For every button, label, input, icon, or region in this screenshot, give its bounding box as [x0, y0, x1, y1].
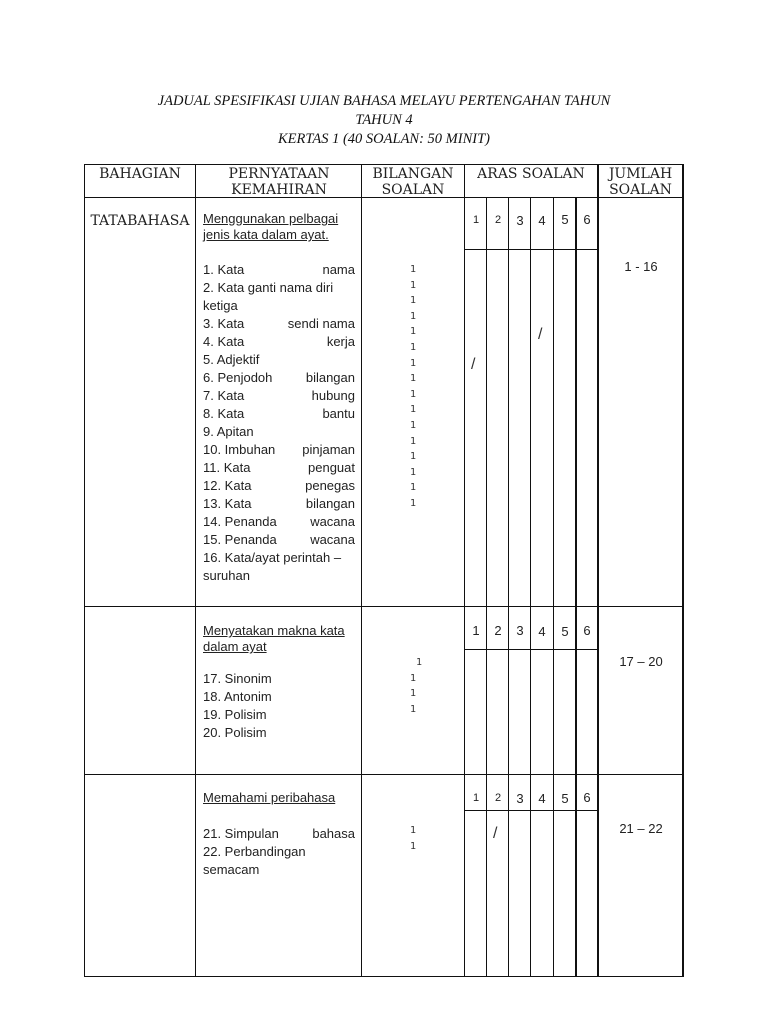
header-jumlah — [599, 166, 682, 198]
question-count: 1 — [409, 279, 417, 291]
table-top-border — [84, 164, 684, 165]
level-4: 4 — [538, 791, 546, 806]
skill-item-label-end: bilangan — [305, 496, 355, 511]
document-title-line3: KERTAS 1 (40 SOALAN: 50 MINIT) — [278, 131, 490, 147]
skill-item — [203, 315, 355, 333]
skill-item-label: 11. Kata — [203, 460, 251, 475]
level-6: 6 — [583, 212, 591, 227]
col-border-bilangan — [464, 164, 465, 977]
skill-item — [203, 825, 355, 843]
skill-item-label-end: penegas — [305, 478, 355, 493]
skill-item — [203, 549, 355, 567]
section1-heading: Menggunakan pelbagai jenis kata dalam ayat. — [203, 211, 339, 242]
section2-bottom-border — [84, 774, 684, 775]
level-5: 5 — [561, 624, 569, 639]
header-jumlah-line1: JUMLAH — [608, 166, 673, 182]
skill-item — [203, 459, 355, 477]
section2-bilangan — [403, 655, 423, 717]
level-col-border-3 — [530, 198, 531, 977]
header-bilangan-line2: SOALAN — [381, 182, 445, 198]
skill-item-label-end: wacana — [310, 514, 355, 529]
level-5: 5 — [561, 791, 569, 806]
level-col-border-1 — [486, 198, 487, 977]
section1-bottom-border — [84, 606, 684, 607]
question-count: 1 — [409, 357, 417, 369]
skill-item-label: 19. Polisim — [203, 707, 267, 722]
question-count: 1 — [409, 310, 417, 322]
skill-item — [203, 513, 355, 531]
question-count: 1 — [409, 825, 417, 836]
level-row-border-3 — [465, 810, 598, 811]
level-1: 1 — [472, 792, 480, 804]
question-count: 1 — [409, 672, 417, 684]
question-count: 1 — [409, 373, 417, 385]
question-count: 1 — [409, 264, 417, 275]
skill-item-label: 18. Antonim — [203, 689, 272, 704]
skill-item-label: 1. Kata — [203, 262, 245, 277]
col-border-aras — [597, 164, 599, 977]
skill-item-label: 5. Adjektif — [203, 352, 260, 367]
skill-item-label: 22. Perbandingan — [203, 844, 306, 859]
skill-item-label: 6. Penjodoh — [203, 370, 273, 385]
level-3: 3 — [516, 213, 524, 228]
level-6: 6 — [583, 623, 591, 638]
skill-item-label: semacam — [203, 862, 260, 877]
skill-item-label: 21. Simpulan — [203, 826, 279, 841]
question-count: 1 — [409, 388, 417, 400]
level-col-border-2 — [508, 198, 509, 977]
skill-item — [203, 405, 355, 423]
skill-item — [203, 387, 355, 405]
skill-item-label-end: bilangan — [305, 370, 355, 385]
question-count: 1 — [409, 404, 417, 416]
skill-item-label-end: nama — [322, 262, 355, 277]
skill-item-label-end: pinjaman — [302, 442, 355, 457]
question-count: 1 — [409, 703, 417, 715]
skill-item-label-end: hubung — [311, 388, 355, 403]
skill-item — [203, 724, 355, 742]
section3-jumlah: 21 – 22 — [619, 821, 663, 836]
level-6: 6 — [583, 790, 591, 805]
section1-bilangan — [403, 262, 423, 512]
header-bilangan-line1: BILANGAN — [372, 166, 454, 182]
skill-item — [203, 670, 355, 688]
skill-item-label: 20. Polisim — [203, 725, 267, 740]
section3-items — [203, 825, 355, 879]
skill-item-label: 2. Kata ganti nama diri — [203, 280, 334, 295]
skill-item — [203, 706, 355, 724]
skill-item — [203, 495, 355, 513]
skill-item-label-end: bantu — [322, 406, 355, 421]
skill-item-label-end: kerja — [326, 334, 355, 349]
skill-item-label: 15. Penanda — [203, 532, 277, 547]
question-count: 1 — [409, 482, 417, 494]
skill-item-label-end: sendi nama — [287, 316, 355, 331]
skill-item-label: 17. Sinonim — [203, 671, 272, 686]
level-3: 3 — [516, 623, 524, 638]
question-count: 1 — [409, 326, 417, 338]
level-row-border-2 — [465, 649, 598, 650]
table-bottom-border — [84, 976, 684, 977]
skill-item — [203, 297, 355, 315]
question-count: 1 — [409, 451, 417, 463]
section2-jumlah: 17 – 20 — [619, 654, 663, 669]
question-count: 1 — [409, 435, 417, 447]
section1-mark-level1: / — [471, 356, 476, 373]
section3-mark-level2: / — [493, 825, 498, 842]
skill-item — [203, 369, 355, 387]
question-count: 1 — [409, 497, 417, 509]
level-2: 2 — [494, 623, 502, 638]
level-col-border-4 — [553, 198, 554, 977]
question-count: 1 — [409, 840, 417, 852]
header-pernyataan-line2: KEMAHIRAN — [231, 182, 327, 198]
skill-item-label: 12. Kata — [203, 478, 252, 493]
skill-item — [203, 351, 355, 369]
skill-item-label: 16. Kata/ayat perintah – — [203, 550, 342, 565]
skill-item-label: suruhan — [203, 568, 250, 583]
skill-item-label-end: bahasa — [312, 826, 355, 841]
level-col-border-5 — [575, 198, 577, 977]
section1-items — [203, 261, 355, 585]
col-border-bahagian — [195, 164, 196, 977]
level-5: 5 — [561, 212, 569, 227]
skill-item — [203, 333, 355, 351]
skill-item-label: 4. Kata — [203, 334, 245, 349]
question-count: 1 — [409, 341, 417, 353]
skill-item — [203, 261, 355, 279]
skill-item — [203, 279, 355, 297]
skill-item — [203, 688, 355, 706]
skill-item-label: 13. Kata — [203, 496, 252, 511]
header-pernyataan — [197, 166, 361, 198]
level-4: 4 — [538, 624, 546, 639]
skill-item — [203, 531, 355, 549]
header-pernyataan-line1: PERNYATAAN — [228, 166, 330, 182]
skill-item-label: 3. Kata — [203, 316, 245, 331]
document-title-line2: TAHUN 4 — [355, 112, 413, 128]
question-count: 1 — [415, 657, 423, 668]
col-border-right — [682, 164, 684, 977]
skill-item — [203, 423, 355, 441]
section1-mark-level4: / — [538, 326, 543, 343]
section2-heading: Menyatakan makna kata dalam ayat — [203, 623, 345, 654]
skill-item — [203, 861, 355, 879]
section2-items — [203, 670, 355, 742]
col-border-pernyataan — [361, 164, 362, 977]
level-2: 2 — [494, 792, 502, 804]
level-row-border-1 — [465, 249, 598, 250]
question-count: 1 — [409, 419, 417, 431]
document-title-line1: JADUAL SPESIFIKASI UJIAN BAHASA MELAYU PERTENGAHAN TAHUN — [157, 93, 611, 109]
level-3: 3 — [516, 791, 524, 806]
question-count: 1 — [409, 295, 417, 307]
level-1: 1 — [472, 623, 480, 638]
header-bahagian: BAHAGIAN — [99, 166, 181, 182]
skill-item — [203, 843, 355, 861]
skill-item-label: 14. Penanda — [203, 514, 277, 529]
skill-item-label: 8. Kata — [203, 406, 245, 421]
header-bilangan — [362, 166, 464, 198]
skill-item-label-end: wacana — [310, 532, 355, 547]
question-count: 1 — [409, 466, 417, 478]
level-1: 1 — [472, 214, 480, 226]
skill-item-label: 10. Imbuhan — [203, 442, 276, 457]
question-count: 1 — [409, 688, 417, 700]
section1-bahagian: TATABAHASA — [90, 213, 190, 229]
header-aras-soalan: ARAS SOALAN — [477, 166, 585, 182]
skill-item-label: 9. Apitan — [203, 424, 254, 439]
level-4: 4 — [538, 213, 546, 228]
skill-item — [203, 477, 355, 495]
skill-item — [203, 441, 355, 459]
skill-item-label: ketiga — [203, 298, 238, 313]
section3-bilangan — [403, 823, 423, 854]
level-2: 2 — [494, 214, 502, 226]
skill-item-label: 7. Kata — [203, 388, 245, 403]
section3-heading: Memahami peribahasa — [203, 790, 336, 805]
col-border-left — [84, 164, 85, 977]
section1-jumlah: 1 - 16 — [624, 259, 658, 274]
skill-item-label-end: penguat — [308, 460, 355, 475]
skill-item — [203, 567, 355, 585]
header-jumlah-line2: SOALAN — [609, 182, 672, 198]
